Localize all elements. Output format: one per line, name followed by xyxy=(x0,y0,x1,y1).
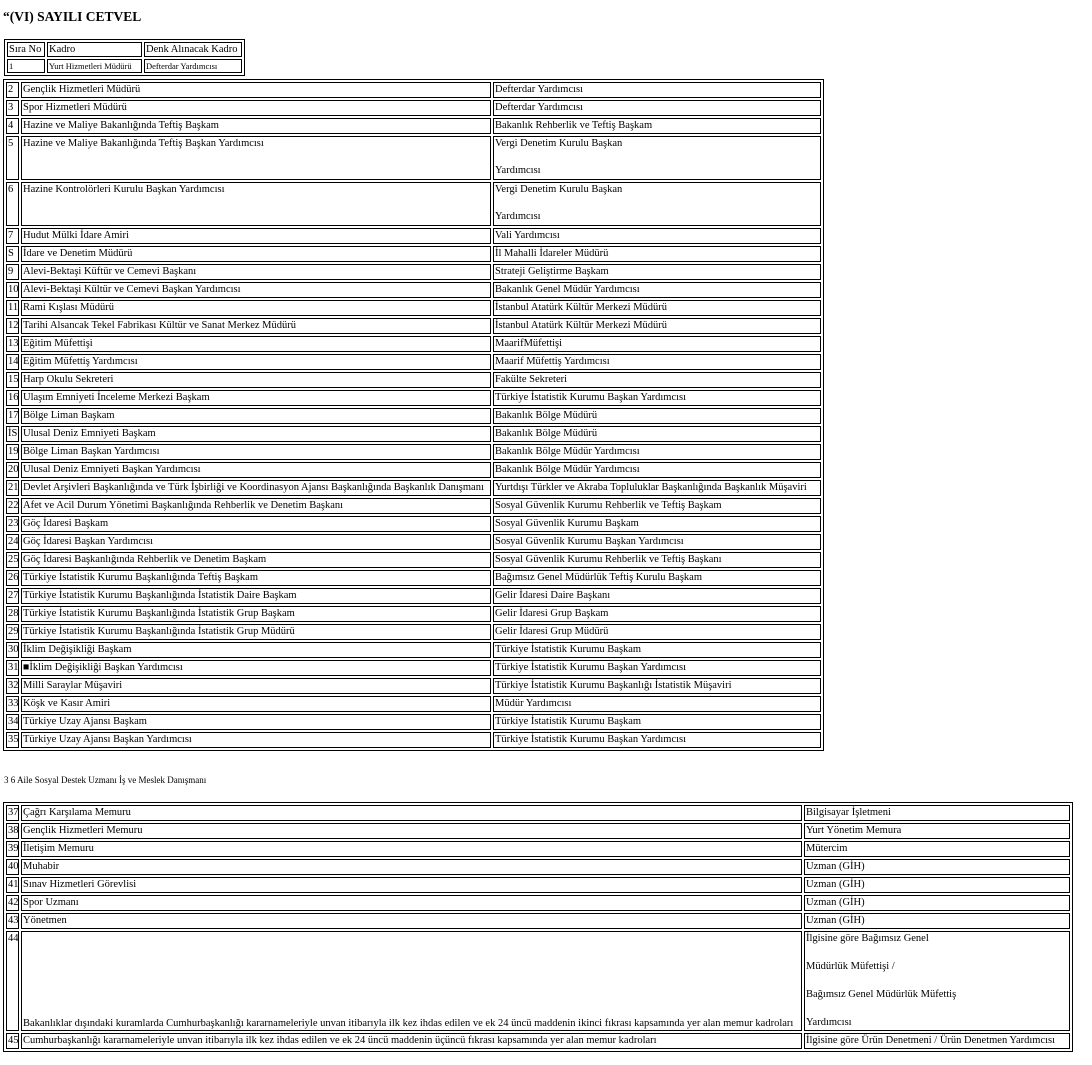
table-row xyxy=(6,841,1070,857)
cell-denk: Türkiye İstatistik Kurumu Başkan Yardımcısı xyxy=(493,732,821,748)
cell-kadro: Bölge Liman Başkan Yardımcısı xyxy=(21,444,491,460)
cell-kadro: Türkiye Uzay Ajansı Başkam xyxy=(21,714,491,730)
table-row xyxy=(6,732,821,748)
cell-denk: Strateji Geliştirme Başkam xyxy=(493,264,821,280)
denk-line: Bağımsız Genel Müdürlük Müfettiş xyxy=(806,989,957,1000)
cell-denk: İstanbul Atatürk Kültür Merkezi Müdürü xyxy=(493,318,821,334)
table-row xyxy=(6,246,821,262)
cell-denk: Uzman (GİH) xyxy=(804,895,1070,911)
cell-denk: Yurt Yönetim Memura xyxy=(804,823,1070,839)
col-denk: Denk Alınacak Kadro xyxy=(144,42,242,57)
cell-kadro: Türkiye İstatistik Kurumu Başkanlığında İstatistik Grup Müdürü xyxy=(21,624,491,640)
cell-denk: Türkiye İstatistik Kurumu Başkan Yardımcısı xyxy=(493,390,821,406)
cell-denk: Uzman (GİH) xyxy=(804,913,1070,929)
cell-no: 41 xyxy=(6,877,19,893)
cell-kadro: Hazine Kontrolörleri Kurulu Başkan Yardımcısı xyxy=(21,182,491,226)
cell-denk: Gelir İdaresi Grup Müdürü xyxy=(493,624,821,640)
cell-no: 19 xyxy=(6,444,19,460)
cell-no: 2 xyxy=(6,82,19,98)
table-row xyxy=(6,534,821,550)
cell-denk: Bakanlık Bölge Müdür Yardımcısı xyxy=(493,444,821,460)
cell-denk: Defterdar Yardımcısı xyxy=(493,82,821,98)
cell-denk: Vali Yardımcısı xyxy=(493,228,821,244)
cell-denk: Türkiye İstatistik Kurumu Başkanlığı İstatistik Müşaviri xyxy=(493,678,821,694)
denk-line: Vergi Denetim Kurulu Başkan xyxy=(495,184,623,195)
cell-denk: Fakülte Sekreteri xyxy=(493,372,821,388)
cell-kadro: Hudut Mülki İdare Amiri xyxy=(21,228,491,244)
cell-no: 34 xyxy=(6,714,19,730)
cell-kadro: İklim Değişikliği Başkam xyxy=(21,642,491,658)
cell-kadro: Türkiye Uzay Ajansı Başkan Yardımcısı xyxy=(21,732,491,748)
cell-no: 28 xyxy=(6,606,19,622)
cell-no: 10 xyxy=(6,282,19,298)
cell-kadro: Yurt Hizmetleri Müdürü xyxy=(47,59,142,73)
table-row xyxy=(6,480,821,496)
cell-no: S xyxy=(6,246,19,262)
cell-kadro: Spor Hizmetleri Müdürü xyxy=(21,100,491,116)
cell-denk: Bakanlık Bölge Müdürü xyxy=(493,426,821,442)
cell-no: 16 xyxy=(6,390,19,406)
cell-kadro: Afet ve Acil Durum Yönetimi Başkanlığında Rehberlik ve Denetim Başkanı xyxy=(21,498,491,514)
table-row xyxy=(6,444,821,460)
cell-no: 35 xyxy=(6,732,19,748)
cell-denk: Sosyal Güvenlik Kurumu Rehberlik ve Teftiş Başkanı xyxy=(493,552,821,568)
cell-no: 44 xyxy=(6,931,19,1031)
cell-denk: Türkiye İstatistik Kurumu Başkam xyxy=(493,714,821,730)
denk-line: Vergi Denetim Kurulu Başkan xyxy=(495,138,623,149)
cell-no: 11 xyxy=(6,300,19,316)
cell-denk: Defterdar Yardımcısı xyxy=(144,59,242,73)
cell-denk: Bakanlık Rehberlik ve Teftiş Başkam xyxy=(493,118,821,134)
cell-kadro: Çağrı Karşılama Memuru xyxy=(21,805,802,821)
denk-line: İlgisine göre Bağımsız Genel xyxy=(806,933,929,944)
table-row xyxy=(6,678,821,694)
cell-no: 13 xyxy=(6,336,19,352)
cell-no: İS xyxy=(6,426,19,442)
table-row xyxy=(6,714,821,730)
cell-kadro: Harp Okulu Sekreteri xyxy=(21,372,491,388)
cell-kadro: Hazine ve Maliye Bakanlığında Teftiş Başkan Yardımcısı xyxy=(21,136,491,180)
cell-no: 33 xyxy=(6,696,19,712)
table-row xyxy=(6,136,821,180)
cell-denk: Bakanlık Genel Müdür Yardımcısı xyxy=(493,282,821,298)
cell-no: 14 xyxy=(6,354,19,370)
note-line: 3 6 Aile Sosyal Destek Uzmanı İş ve Meslek Danışmanı xyxy=(4,775,207,785)
cell-kadro: Türkiye İstatistik Kurumu Başkanlığında Teftiş Başkam xyxy=(21,570,491,586)
cell-no: 32 xyxy=(6,678,19,694)
cell-kadro: Türkiye İstatistik Kurumu Başkanlığında İstatistik Daire Başkam xyxy=(21,588,491,604)
cell-kadro: Devlet Arşivleri Başkanlığında ve Türk İşbirliği ve Koordinasyon Ajansı Başkanlığında Başkanlık Danışmanı xyxy=(21,480,491,496)
cell-no: 43 xyxy=(6,913,19,929)
table-row xyxy=(6,498,821,514)
table-row xyxy=(6,516,821,532)
cell-denk xyxy=(493,136,821,180)
cell-denk: Türkiye İstatistik Kurumu Başkam xyxy=(493,642,821,658)
cell-no: 21 xyxy=(6,480,19,496)
table-row xyxy=(6,570,821,586)
table-row-45 xyxy=(6,1033,1070,1049)
cell-denk: Mütercim xyxy=(804,841,1070,857)
cell-denk: Bilgisayar İşletmeni xyxy=(804,805,1070,821)
cell-no: 45 xyxy=(6,1033,19,1049)
cell-no: 6 xyxy=(6,182,19,226)
cell-no: 15 xyxy=(6,372,19,388)
cell-kadro: Rami Kışlası Müdürü xyxy=(21,300,491,316)
table-row xyxy=(6,318,821,334)
col-sira-no: Sıra No xyxy=(7,42,45,57)
cell-denk: Bağımsız Genel Müdürlük Teftiş Kurulu Başkam xyxy=(493,570,821,586)
table-row xyxy=(6,642,821,658)
table-row xyxy=(6,660,821,676)
table-row xyxy=(6,606,821,622)
cell-no: 25 xyxy=(6,552,19,568)
cell-kadro: Yönetmen xyxy=(21,913,802,929)
col-kadro: Kadro xyxy=(47,42,142,57)
table-row xyxy=(6,118,821,134)
denk-line: Yardımcısı xyxy=(495,211,541,222)
table-row xyxy=(6,624,821,640)
cell-kadro: Hazine ve Maliye Bakanlığında Teftiş Başkam xyxy=(21,118,491,134)
cell-denk: Defterdar Yardımcısı xyxy=(493,100,821,116)
cell-denk: Türkiye İstatistik Kurumu Başkan Yardımcısı xyxy=(493,660,821,676)
cell-denk: Sosyal Güvenlik Kurumu Başkan Yardımcısı xyxy=(493,534,821,550)
cell-kadro: Gençlik Hizmetleri Müdürü xyxy=(21,82,491,98)
cell-kadro: Cumhurbaşkanlığı kararnameleriyle unvan itibarıyla ilk kez ihdas edilen ve ek 24 üncü maddenin üçüncü fıkrası kapsamında yer alan memur kadroları xyxy=(21,1033,802,1049)
table-row xyxy=(6,300,821,316)
document-title: “(VI) SAYILI CETVEL xyxy=(3,9,142,24)
cell-denk: Bakanlık Bölge Müdür Yardımcısı xyxy=(493,462,821,478)
cell-no: 38 xyxy=(6,823,19,839)
table-row xyxy=(6,877,1070,893)
cell-no: 27 xyxy=(6,588,19,604)
table-row xyxy=(6,372,821,388)
main-table xyxy=(3,79,824,751)
cell-denk: Yurtdışı Türkler ve Akraba Topluluklar Başkanlığında Başkanlık Müşaviri xyxy=(493,480,821,496)
cell-no: 31 xyxy=(6,660,19,676)
cell-kadro: Sınav Hizmetleri Görevlisi xyxy=(21,877,802,893)
cell-denk: Gelir İdaresi Daire Başkanı xyxy=(493,588,821,604)
cell-denk: Maarif Müfettiş Yardımcısı xyxy=(493,354,821,370)
cell-kadro: İletişim Memuru xyxy=(21,841,802,857)
table-row xyxy=(6,552,821,568)
cell-no: 23 xyxy=(6,516,19,532)
cell-no: 26 xyxy=(6,570,19,586)
table-row xyxy=(6,408,821,424)
cell-kadro: Gençlik Hizmetleri Memuru xyxy=(21,823,802,839)
cell-kadro: Alevi-Bektaşi Küftür ve Cemevi Başkanı xyxy=(21,264,491,280)
denk-line: Yardımcısı xyxy=(495,165,541,176)
table-row xyxy=(7,59,242,73)
cell-kadro: Spor Uzmanı xyxy=(21,895,802,911)
cell-kadro: Eğitim Müfettişi xyxy=(21,336,491,352)
cell-denk: Uzman (GİH) xyxy=(804,877,1070,893)
cell-denk: Bakanlık Bölge Müdürü xyxy=(493,408,821,424)
cell-no: 17 xyxy=(6,408,19,424)
cell-kadro: Göç İdaresi Başkam xyxy=(21,516,491,532)
table-row xyxy=(6,859,1070,875)
cell-denk xyxy=(804,931,1070,1031)
cell-kadro: Muhabir xyxy=(21,859,802,875)
table-row xyxy=(6,82,821,98)
table-row xyxy=(6,182,821,226)
cell-no: 20 xyxy=(6,462,19,478)
cell-kadro: Bölge Liman Başkam xyxy=(21,408,491,424)
table-row xyxy=(6,228,821,244)
cell-no: 5 xyxy=(6,136,19,180)
cell-denk: Müdür Yardımcısı xyxy=(493,696,821,712)
cell-no: 1 xyxy=(7,59,45,73)
cell-no: 9 xyxy=(6,264,19,280)
cell-denk: Gelir İdaresi Grup Başkam xyxy=(493,606,821,622)
cell-kadro: Milli Saraylar Müşaviri xyxy=(21,678,491,694)
table-row xyxy=(6,823,1070,839)
table-row-44 xyxy=(6,931,1070,1031)
cell-kadro: Göç İdaresi Başkan Yardımcısı xyxy=(21,534,491,550)
denk-line: Yardımcısı xyxy=(806,1017,852,1028)
table-row xyxy=(6,100,821,116)
cell-denk: Sosyal Güvenlik Kurumu Başkam xyxy=(493,516,821,532)
cell-kadro: Bakanlıklar dışındaki kuramlarda Cumhurbaşkanlığı kararnameleriyle unvan itibarıyla ilk kez ihdas edilen ve ek 24 üncü maddenin ikinci fıkrası kapsamında yer alan memur kadroları xyxy=(21,931,802,1031)
cell-kadro: Göç İdaresi Başkanlığında Rehberlik ve Denetim Başkam xyxy=(21,552,491,568)
denk-line: Müdürlük Müfettişi / xyxy=(806,961,895,972)
table-row xyxy=(6,895,1070,911)
cell-kadro: Tarihi Alsancak Tekel Fabrikası Kültür ve Sanat Merkez Müdürü xyxy=(21,318,491,334)
cell-kadro: Eğitim Müfettiş Yardımcısı xyxy=(21,354,491,370)
cell-kadro: Türkiye İstatistik Kurumu Başkanlığında İstatistik Grup Başkam xyxy=(21,606,491,622)
cell-no: 24 xyxy=(6,534,19,550)
cell-no: 12 xyxy=(6,318,19,334)
cell-denk xyxy=(493,182,821,226)
cell-no: 40 xyxy=(6,859,19,875)
header-row xyxy=(7,42,242,57)
cell-kadro: Alevi-Bektaşi Kültür ve Cemevi Başkan Yardımcısı xyxy=(21,282,491,298)
table-row xyxy=(6,588,821,604)
cell-no: 30 xyxy=(6,642,19,658)
table-row xyxy=(6,462,821,478)
cell-denk: Sosyal Güvenlik Kurumu Rehberlik ve Teftiş Başkam xyxy=(493,498,821,514)
table-row xyxy=(6,264,821,280)
cell-kadro: Ulaşım Emniyeti İnceleme Merkezi Başkam xyxy=(21,390,491,406)
cell-no: 37 xyxy=(6,805,19,821)
second-table xyxy=(3,802,1073,1052)
cell-no: 42 xyxy=(6,895,19,911)
cell-kadro: İdare ve Denetim Müdürü xyxy=(21,246,491,262)
table-row xyxy=(6,913,1070,929)
cell-denk: İl Mahalli İdareler Müdürü xyxy=(493,246,821,262)
table-row xyxy=(6,696,821,712)
table-row xyxy=(6,354,821,370)
header-table xyxy=(4,39,245,76)
cell-no: 22 xyxy=(6,498,19,514)
table-row xyxy=(6,426,821,442)
cell-no: 4 xyxy=(6,118,19,134)
cell-kadro: Köşk ve Kasır Amiri xyxy=(21,696,491,712)
cell-kadro: ■İklim Değişikliği Başkan Yardımcısı xyxy=(21,660,491,676)
table-row xyxy=(6,336,821,352)
cell-denk: İlgisine göre Ürün Denetmeni / Ürün Denetmen Yardımcısı xyxy=(804,1033,1070,1049)
cell-denk: İstanbul Atatürk Kültür Merkezi Müdürü xyxy=(493,300,821,316)
cell-no: 7 xyxy=(6,228,19,244)
table-row xyxy=(6,805,1070,821)
cell-denk: Uzman (GİH) xyxy=(804,859,1070,875)
cell-kadro: Ulusal Deniz Emniyeti Başkan Yardımcısı xyxy=(21,462,491,478)
cell-no: 39 xyxy=(6,841,19,857)
cell-kadro: Ulusal Deniz Emniyeti Başkam xyxy=(21,426,491,442)
table-row xyxy=(6,282,821,298)
table-row xyxy=(6,390,821,406)
cell-no: 3 xyxy=(6,100,19,116)
cell-denk: MaarifMüfettişi xyxy=(493,336,821,352)
cell-no: 29 xyxy=(6,624,19,640)
